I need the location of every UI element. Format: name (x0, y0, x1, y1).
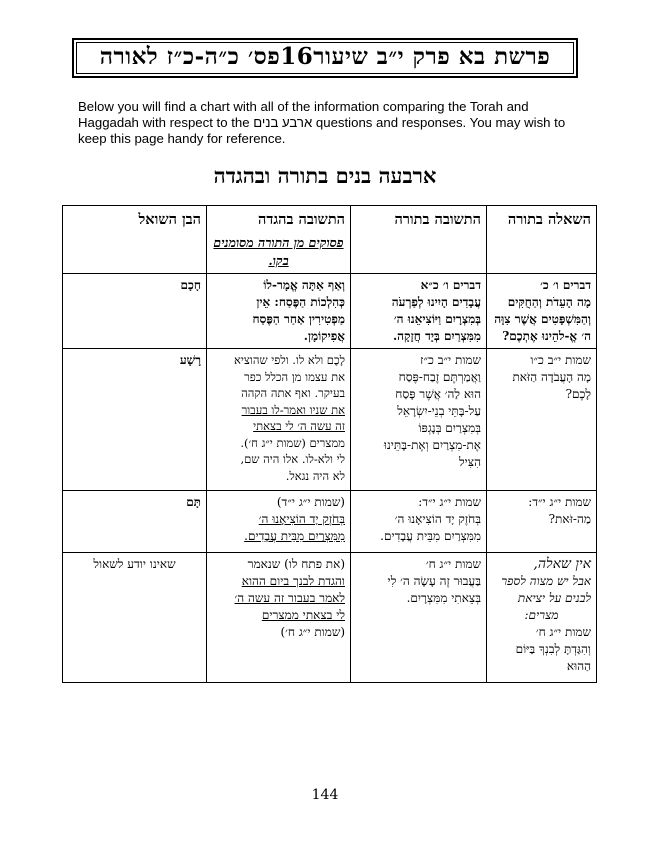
cell-line: ממצרים (שמות י״ג ח׳). (240, 435, 345, 450)
cell-line: אבל יש מצוה לספר (501, 574, 591, 588)
cell-line: מִמִּצְרַיִם מִבֵּית עֲבָדִים. (244, 529, 345, 543)
cell-line: לא היה נגאל. (285, 468, 345, 483)
cell-line: בְּמִצְרַיִם בְּנָגְפּוֹ (418, 421, 481, 435)
header-haggadah-subnote: פסוקים מן התורה מסומנים בקו. (213, 235, 344, 268)
son-tam: תָּם (63, 491, 207, 553)
cell-line: שמות י״ב כ״ז (420, 353, 481, 367)
row-tam-haggadah-answer (207, 491, 351, 553)
cell-line: עֲבָדִים הָיִינוּ לְפַרְעֹה (391, 295, 481, 309)
table-row (63, 491, 597, 553)
cell-line: וְהִגַּדְתָּ לְבִנְךָ בַּיּוֹם (515, 642, 591, 656)
cell-line: בְּחֹזֶק יָד הוֹצִיאָנוּ ה׳ (258, 512, 345, 526)
cell-line: מצרים: (524, 608, 559, 622)
cell-line: דברים ו׳ כ׳ (540, 278, 591, 292)
cell-line: שמות י״ג י״ד: (528, 495, 591, 509)
cell-line: בַּעֲבוּר זֶה עָשָׂה ה׳ לִי (387, 574, 481, 588)
cell-line: הִצִּיל (459, 455, 481, 469)
cell-line: מָה הָעֲבֹדָה הַזֹּאת (512, 370, 591, 384)
cell-line: עַל-בָּתֵּי בְנֵי-יִשְׂרָאֵל (397, 404, 481, 418)
cell-line: וְהַמִּשְׁפָּטִים אֲשֶׁר צִוָּה (494, 312, 591, 326)
page-title: פרשת בא פרק י״ב שיעור16פס׳ כ״ה-כ״ז לאורה (99, 43, 551, 70)
cell-line: מִמִּצְרַיִם בְּיָד חֲזָקָה. (392, 329, 481, 343)
table-row (63, 349, 597, 491)
row-rasha-question (487, 349, 597, 491)
row-chacham-torah-answer (351, 274, 487, 349)
cell-line: שמות י״ג ח׳ (425, 557, 481, 571)
cell-line: מַה-זֹּאת? (548, 512, 591, 526)
cell-line: מִמִּצְרַיִם מִבֵּית עֲבָדִים. (380, 529, 481, 543)
cell-line: זה עשה ה׳ לי בצאתי (253, 419, 345, 433)
intro-paragraph: Below you will find a chart with all of the information comparing the Torah and Haggadah with respect to the ארבע בנים questions and responses. You may wish to keep this page handy for reference. (78, 99, 566, 146)
cell-line: את שניו ואמר-לו בעבור (241, 402, 345, 417)
row-sheeino-question (487, 553, 597, 683)
cell-line: דברים ו׳ כ״א (420, 278, 481, 292)
row-rasha-torah-answer (351, 349, 487, 491)
son-sheeino-yodea: שאינו יודע לשאול (63, 553, 207, 683)
cell-line: שמות י״ג ח׳ (535, 625, 591, 639)
row-rasha-haggadah-answer (207, 349, 351, 491)
cell-line: והגדת לבנך ביום ההוא (241, 574, 345, 588)
cell-line: בְּצֵאתִי מִמִּצְרָיִם. (406, 591, 481, 605)
cell-line: שמות י״ג י״ד: (418, 495, 481, 509)
cell-line: וַאֲמַרְתֶּם זֶבַח-פֶּסַח (398, 370, 481, 384)
header-haggadah-answer: התשובה בהגדה פסוקים מן התורה מסומנים בקו. (207, 206, 351, 274)
cell-line: מָה הָעֵדֹת וְהַחֻקִּים (507, 295, 591, 309)
cell-line: את עצמו מן הכלל כפר (244, 369, 345, 384)
cell-line: הַהוּא (566, 659, 591, 673)
header-torah-answer: התשובה בתורה (351, 206, 487, 274)
cell-line: לי בצאתי ממצרים (261, 608, 345, 622)
cell-line: לָכֶם ולא לו. ולפי שהוציא (233, 353, 345, 367)
cell-line: לבנים על יציאת (517, 591, 591, 605)
cell-line: (שמות י״ג ח׳) (280, 625, 345, 639)
row-sheeino-haggadah-answer (207, 553, 351, 683)
cell-line: מַפְטִירִין אַחַר הַפֶּסַח (252, 312, 345, 326)
cell-line: בעיקר. ואף אתה הקהה (241, 386, 345, 400)
table-row (63, 553, 597, 683)
cell-line: וְאַף אַתָּה אֱמָר-לוֹ (263, 278, 345, 292)
cell-line: אֲפִיקוֹמָן. (303, 329, 345, 343)
cell-line: בְּמִצְרָיִם וַיּוֹצִיאֵנוּ ה׳ (393, 312, 481, 326)
row-chacham-haggadah-answer (207, 274, 351, 349)
table-header-row (63, 206, 597, 274)
chart-heading: ארבעה בנים בתורה ובהגדה (213, 163, 437, 188)
title-box (72, 38, 578, 78)
son-rasha: רָשָׁע (63, 349, 207, 491)
cell-line: לי ולא-לו. אלו היה שם, (240, 452, 345, 466)
header-son: הבן השואל (63, 206, 207, 274)
cell-line: לאמר בעבור זה עשה ה׳ (234, 591, 345, 605)
cell-line: לָכֶם? (565, 387, 591, 401)
cell-line: כְּהִלְכוֹת הַפֶּסַח: אֵין (256, 295, 345, 309)
table-row (63, 274, 597, 349)
header-question: השאלה בתורה (487, 206, 597, 274)
cell-line: שמות י״ב כ״ו (530, 353, 591, 367)
cell-line: בְּחֹזֶק יָד הוֹצִיאָנוּ ה׳ (394, 512, 481, 526)
four-sons-table (62, 205, 597, 683)
cell-line: (שמות י״ג י״ד) (276, 495, 345, 509)
row-tam-torah-answer (351, 491, 487, 553)
cell-line: אֶת-מִצְרַיִם וְאֶת-בָּתֵּינוּ (383, 438, 481, 452)
page-number: 144 (311, 787, 339, 803)
row-tam-question (487, 491, 597, 553)
row-sheeino-torah-answer (351, 553, 487, 683)
cell-line: אין שאלה, (533, 556, 591, 572)
cell-line: (את פתח לו) שנאמר (247, 557, 345, 571)
son-chacham: חָכָם (63, 274, 207, 349)
cell-line: ה׳ אֱ-להֵינוּ אֶתְכֶם? (502, 329, 591, 343)
row-chacham-question (487, 274, 597, 349)
cell-line: הוּא לַה׳ אֲשֶׁר פָּסַח (395, 387, 481, 401)
